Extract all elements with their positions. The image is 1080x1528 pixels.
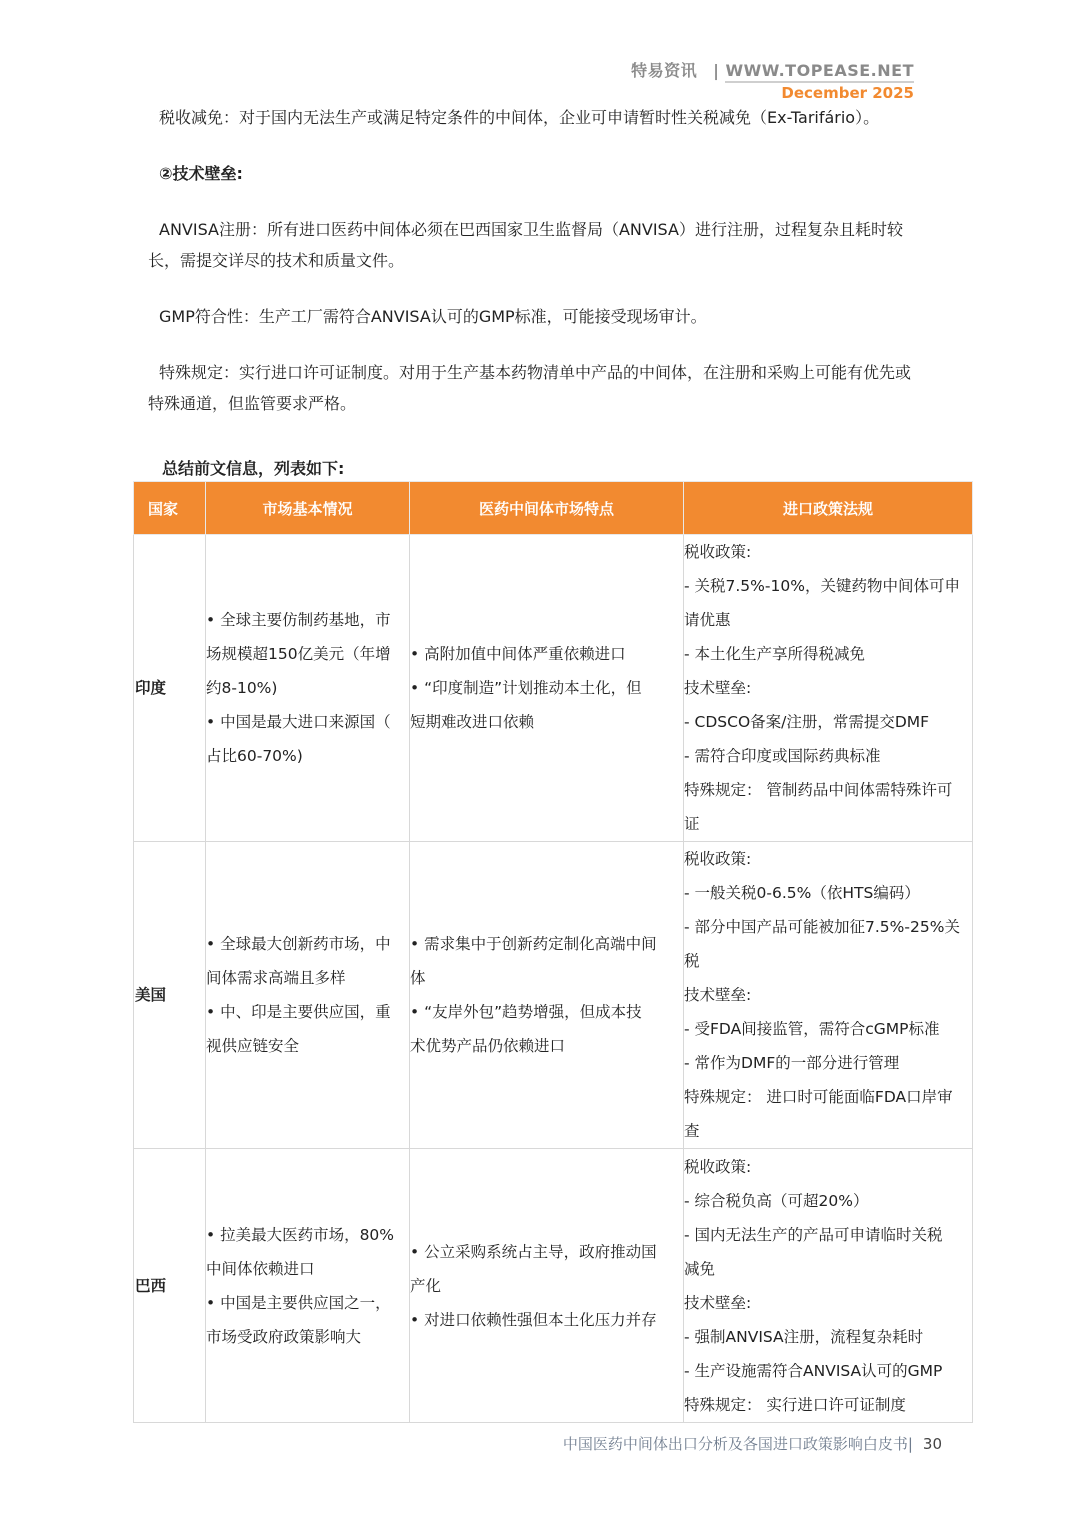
cell-line: • “印度制造”计划推动本土化，但 bbox=[410, 679, 642, 697]
paragraph-special-line-1: 特殊规定：实行进口许可证制度。对用于生产基本药物清单中产品的中间体，在注册和采购上可能有优先或 bbox=[159, 363, 912, 382]
cell-line: 技术壁垒: bbox=[684, 1293, 752, 1312]
cell-line: - 一般关税0-6.5%（依HTS编码） bbox=[684, 884, 920, 902]
cell-line: 场规模超150亿美元（年增 bbox=[206, 645, 391, 663]
paragraph-anvisa bbox=[148, 214, 928, 276]
cell-line: 占比60-70%) bbox=[206, 747, 303, 765]
column-header-market: 市场基本情况 bbox=[206, 482, 410, 535]
cell-line: 特殊规定： 管制药品中间体需特殊许可 bbox=[684, 781, 953, 799]
cell-line: 约8-10%) bbox=[206, 679, 278, 697]
cell-line: • 全球主要仿制药基地，市 bbox=[206, 611, 391, 629]
cell-line: - 强制ANVISA注册，流程复杂耗时 bbox=[684, 1327, 924, 1346]
cell-line: - 综合税负高（可超20%） bbox=[684, 1191, 869, 1210]
cell-line: • 中国是最大进口来源国（ bbox=[206, 713, 391, 731]
country-cell: 印度 bbox=[134, 535, 206, 842]
features-cell bbox=[410, 842, 684, 1149]
cell-line: - 生产设施需符合ANVISA认可的GMP bbox=[684, 1361, 943, 1380]
header-brand: 特易资讯 bbox=[631, 61, 698, 80]
cell-line: 市场受政府政策影响大 bbox=[206, 1327, 362, 1346]
cell-line: - 需符合印度或国际药典标准 bbox=[684, 747, 881, 765]
paragraph-special-line-2: 特殊通道，但监管要求严格。 bbox=[148, 394, 357, 413]
cell-line: • 对进口依赖性强但本土化压力并存 bbox=[410, 1310, 657, 1329]
cell-line: 中间体依赖进口 bbox=[206, 1259, 315, 1278]
paragraph-anvisa-line-1: ANVISA注册：所有进口医药中间体必须在巴西国家卫生监督局（ANVISA）进行注册，过程复杂且耗时较 bbox=[159, 220, 903, 239]
cell-line: 术优势产品仍依赖进口 bbox=[410, 1037, 566, 1055]
summary-intro bbox=[148, 453, 928, 484]
header-separator: | bbox=[713, 61, 720, 80]
cell-line: 视供应链安全 bbox=[206, 1037, 300, 1055]
policy-cell bbox=[684, 535, 973, 842]
cell-line: 税收政策: bbox=[684, 1157, 752, 1176]
cell-line: 特殊规定： 实行进口许可证制度 bbox=[684, 1395, 906, 1414]
page-footer bbox=[563, 1433, 942, 1454]
cell-line: 税 bbox=[684, 952, 700, 970]
column-header-country: 国家 bbox=[134, 482, 206, 535]
cell-line: 税收政策: bbox=[684, 850, 752, 868]
cell-line: 减免 bbox=[684, 1259, 716, 1278]
cell-line: • 高附加值中间体严重依赖进口 bbox=[410, 645, 626, 663]
header-site-link[interactable]: WWW.TOPEASE.NET bbox=[725, 61, 914, 83]
table-row-usa bbox=[134, 842, 973, 1149]
cell-line: • “友岸外包”趋势增强，但成本技 bbox=[410, 1003, 642, 1021]
footer-title: 中国医药中间体出口分析及各国进口政策影响白皮书| bbox=[562, 1435, 913, 1453]
cell-line: • 需求集中于创新药定制化高端中间 bbox=[410, 935, 657, 953]
cell-line: - 关税7.5%-10%，关键药物中间体可申 bbox=[684, 577, 960, 595]
cell-line: • 公立采购系统占主导，政府推动国 bbox=[410, 1242, 657, 1261]
paragraph-special bbox=[148, 357, 928, 419]
policy-cell bbox=[684, 842, 973, 1149]
cell-line: 短期难改进口依赖 bbox=[410, 713, 535, 731]
cell-line: - 受FDA间接监管，需符合cGMP标准 bbox=[684, 1020, 940, 1038]
country-cell: 巴西 bbox=[134, 1149, 206, 1423]
section-heading-tech-barrier bbox=[148, 158, 928, 189]
column-header-features: 医药中间体市场特点 bbox=[410, 482, 684, 535]
cell-line: 间体需求高端且多样 bbox=[206, 969, 346, 987]
table-row-brazil bbox=[134, 1149, 973, 1423]
policy-cell bbox=[684, 1149, 973, 1423]
market-cell bbox=[206, 842, 410, 1149]
cell-line: 税收政策: bbox=[684, 543, 752, 561]
market-cell bbox=[206, 1149, 410, 1423]
features-cell bbox=[410, 535, 684, 842]
header-date: December 2025 bbox=[781, 84, 914, 102]
summary-intro-text: 总结前文信息，列表如下: bbox=[162, 459, 345, 478]
section-heading-text: ②技术壁垒: bbox=[159, 164, 243, 183]
cell-line: 体 bbox=[410, 969, 426, 987]
cell-line: • 全球最大创新药市场，中 bbox=[206, 935, 391, 953]
cell-line: - CDSCO备案/注册，常需提交DMF bbox=[684, 713, 930, 731]
table-header-row bbox=[134, 482, 973, 535]
paragraph-anvisa-line-2: 长，需提交详尽的技术和质量文件。 bbox=[148, 251, 405, 270]
header-brand-line bbox=[631, 58, 914, 81]
cell-line: 技术壁垒: bbox=[684, 986, 752, 1004]
cell-line: • 中、印是主要供应国，重 bbox=[206, 1003, 391, 1021]
cell-line: - 国内无法生产的产品可申请临时关税 bbox=[684, 1225, 943, 1244]
paragraph-gmp-text: GMP符合性：生产工厂需符合ANVISA认可的GMP标准，可能接受现场审计。 bbox=[159, 307, 707, 326]
cell-line: 特殊规定： 进口时可能面临FDA口岸审 bbox=[684, 1088, 953, 1106]
country-cell: 美国 bbox=[134, 842, 206, 1149]
cell-line: • 拉美最大医药市场，80% bbox=[206, 1225, 395, 1244]
cell-line: 技术壁垒: bbox=[684, 679, 752, 697]
cell-line: 查 bbox=[684, 1122, 700, 1140]
page-number: 30 bbox=[922, 1435, 942, 1453]
paragraph-tax-relief bbox=[148, 102, 928, 133]
paragraph-gmp bbox=[148, 301, 928, 332]
features-cell bbox=[410, 1149, 684, 1423]
table-row-india bbox=[134, 535, 973, 842]
cell-line: 请优惠 bbox=[684, 611, 731, 629]
cell-line: 证 bbox=[684, 815, 700, 833]
paragraph-tax-relief-text: 税收减免：对于国内无法生产或满足特定条件的中间体，企业可申请暂时性关税减免（Ex-Tarifário）。 bbox=[159, 108, 880, 127]
page-header bbox=[631, 58, 914, 102]
column-header-policy: 进口政策法规 bbox=[684, 482, 973, 535]
cell-line: • 中国是主要供应国之一， bbox=[206, 1293, 391, 1312]
cell-line: 产化 bbox=[410, 1276, 442, 1295]
summary-table bbox=[133, 481, 973, 1423]
cell-line: - 本土化生产享所得税减免 bbox=[684, 645, 866, 663]
cell-line: - 常作为DMF的一部分进行管理 bbox=[684, 1054, 900, 1072]
cell-line: - 部分中国产品可能被加征7.5%-25%关 bbox=[684, 918, 960, 936]
market-cell bbox=[206, 535, 410, 842]
